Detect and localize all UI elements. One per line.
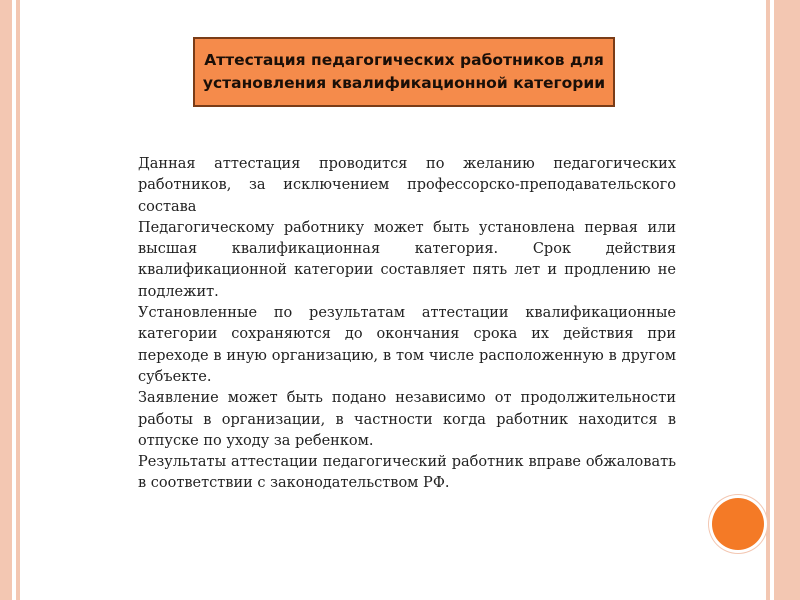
title-box xyxy=(193,37,615,107)
left-stripe-narrow xyxy=(16,0,20,600)
paragraph-4: Заявление может быть подано независимо от продолжительности работы в организации, в частности когда работник находится в отпуске по уходу за ребенком. xyxy=(138,390,676,449)
left-stripe-wide xyxy=(0,0,12,600)
decorative-circle-icon xyxy=(712,498,764,550)
paragraph-1: Данная аттестация проводится по желанию педагогических работников, за исключением профессорско-преподавательского состава xyxy=(138,156,676,215)
slide-body xyxy=(138,154,676,495)
right-stripe-narrow xyxy=(766,0,770,600)
right-stripe-wide xyxy=(774,0,800,600)
slide-title: Аттестация педагогических работников для установления квалификационной категории xyxy=(202,51,606,92)
paragraph-3: Установленные по результатам аттестации квалификационные категории сохраняются до окончания срока их действия при переходе в иную организацию, в том числе расположенную в другом субъекте. xyxy=(138,305,676,385)
paragraph-5: Результаты аттестации педагогический работник вправе обжаловать в соответствии с законодательством РФ. xyxy=(138,454,676,492)
paragraph-2: Педагогическому работнику может быть установлена первая или высшая квалификационная категория. Срок действия квалификационной категории составляет пять лет и продлению не подлежит. xyxy=(138,219,676,300)
